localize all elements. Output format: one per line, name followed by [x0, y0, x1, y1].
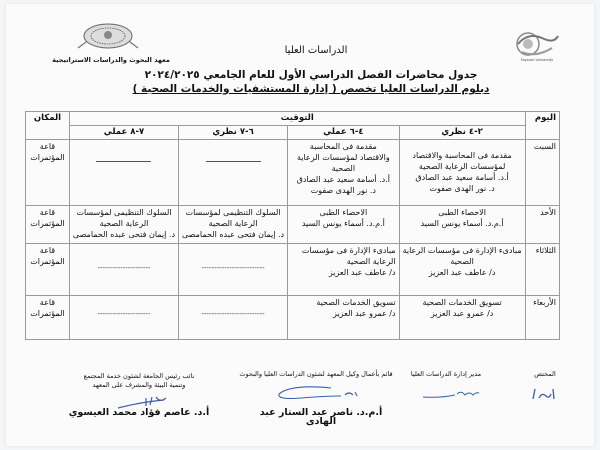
empty-line — [206, 161, 261, 162]
institute-logo-icon — [72, 22, 144, 52]
signature-title: مدير إدارة الدراسات العليا — [410, 370, 482, 378]
course-name: مقدمة فى المحاسبة والاقتصاد — [412, 151, 512, 160]
signature-graduate-director — [396, 370, 496, 379]
signature-mark-icon — [421, 388, 481, 400]
signature-title: قائم بأعمال وكيل المعهد لشئون الدراسات العليا والبحوث — [239, 370, 393, 378]
signature-title: المختص — [534, 370, 556, 378]
course-name: الاحصاء الطبى — [319, 208, 368, 217]
slot-cell — [399, 206, 525, 244]
slot-cell-empty — [179, 244, 288, 296]
course-name: الرعاية الصحية — [346, 257, 396, 266]
table-header-row — [26, 112, 560, 126]
header-slot: ٧-٨ عملي — [69, 126, 178, 140]
header-slot: ٦-٧ نظري — [179, 126, 288, 140]
day-cell: الثلاثاء — [525, 244, 559, 296]
course-name: الصحية — [450, 257, 474, 266]
instructor-name: أ.د. أسامة سعيد عبد الصادق — [296, 175, 391, 184]
course-name: مبادىء الإدارة فى مؤسسات — [301, 246, 396, 255]
empty-dashes: --------------------- — [97, 310, 151, 318]
slot-cell — [288, 296, 399, 340]
schedule-title: جدول محاضرات الفصل الدراسي الأول للعام الجامعي ٢٠٢٤/٢٠٢٥ — [144, 69, 478, 81]
empty-dashes: ------------------------- — [201, 264, 265, 272]
svg-text:Fayoum University: Fayoum University — [520, 58, 554, 62]
instructor-name: د. إيمان فتحى عبده الحمامصى — [182, 230, 285, 239]
course-name: مبادىء الإدارة فى مؤسسات الرعاية — [402, 246, 522, 255]
place-text: قاعة — [39, 298, 56, 307]
table-subheader-row — [26, 126, 560, 140]
institute-name: معهد البحوث والدراسات الاستراتيجية — [52, 56, 170, 64]
header-slot: ٢-٤ نظري — [399, 126, 525, 140]
university-logo-icon — [508, 28, 566, 68]
place-text: المؤتمرات — [30, 257, 65, 266]
table-row — [26, 140, 560, 206]
instructor-name: د. إيمان فتحى عبده الحمامصى — [72, 230, 176, 239]
table-row — [26, 244, 560, 296]
instructor-name: د/ عمرو عبد العزيز — [333, 309, 396, 318]
course-name: الرعاية الصحية — [208, 219, 258, 228]
slot-cell — [288, 244, 399, 296]
empty-line — [96, 161, 151, 162]
course-name: والاقتصاد لمؤسسات الرعاية — [296, 153, 390, 162]
slot-cell — [399, 296, 525, 340]
day-cell: الأربعاء — [525, 296, 559, 340]
table-row — [26, 206, 560, 244]
place-cell — [26, 206, 70, 244]
course-name: تسويق الخدمات الصحية — [316, 298, 396, 307]
course-name: مقدمة فى المحاسبة — [309, 142, 377, 151]
slot-cell — [399, 244, 525, 296]
header-slot: ٤-٦ عملي — [288, 126, 399, 140]
day-cell: الأحد — [525, 206, 559, 244]
schedule-subtitle — [126, 82, 496, 96]
schedule-table — [25, 111, 560, 340]
vice-dean-name: أ.م.د. ناصر عبد الستار عبد الهادى — [259, 407, 383, 427]
place-text: قاعة — [39, 142, 56, 151]
place-text: قاعة — [39, 246, 56, 255]
instructor-name: أ.د. أسامة سعيد عبد الصادق — [415, 173, 509, 182]
header-timing: التوقيت — [69, 112, 525, 126]
signature-mark-icon — [530, 386, 558, 402]
course-name: الاحصاء الطبى — [438, 208, 486, 217]
slot-cell — [69, 206, 178, 244]
header-place: المكان — [26, 112, 70, 140]
slot-cell-empty — [69, 296, 178, 340]
instructor-name: أ.م.د. أسماء يونس السيد — [301, 219, 385, 228]
slot-cell — [399, 140, 525, 206]
instructor-name: أ.م.د. أسماء يونس السيد — [420, 219, 504, 228]
course-name: الرعاية الصحية — [99, 219, 149, 228]
vice-president-name: أ.د. عاصم فؤاد محمد العيسوي — [68, 407, 210, 418]
instructor-name: د/ عاطف عبد العزيز — [328, 268, 396, 277]
course-name: تسويق الخدمات الصحية — [422, 298, 502, 307]
slot-cell — [179, 206, 288, 244]
place-cell — [26, 140, 70, 206]
instructor-name: د/ عاطف عبد العزيز — [428, 268, 496, 277]
place-text: المؤتمرات — [30, 309, 65, 318]
slot-cell-empty — [69, 140, 178, 206]
document-page — [6, 4, 594, 446]
signature-specialist — [520, 370, 570, 379]
instructor-name: د/ عمرو عبد العزيز — [430, 309, 494, 318]
place-cell — [26, 296, 70, 340]
place-text: قاعة — [39, 208, 56, 217]
slot-cell — [288, 140, 399, 206]
slot-cell-empty — [69, 244, 178, 296]
course-name: الصحية — [331, 164, 356, 173]
schedule-subtitle-text: دبلوم الدراسات العليا تخصص ( إدارة المستشفيات والخدمات الصحية ) — [132, 83, 490, 95]
place-text: المؤتمرات — [30, 219, 65, 228]
empty-dashes: --------------------- — [97, 264, 151, 272]
course-name: لمؤسسات الرعاية الصحية — [418, 162, 506, 171]
signature-mark-icon — [271, 384, 361, 404]
slot-cell — [288, 206, 399, 244]
empty-dashes: ------------------------- — [201, 310, 265, 318]
department-title: الدراسات العليا — [284, 45, 348, 56]
course-name: السلوك التنظيمى لمؤسسات — [185, 208, 281, 217]
place-cell — [26, 244, 70, 296]
signature-title: نائب رئيس الجامعة لشئون خدمة المجتمع — [83, 372, 195, 380]
day-cell: السبت — [525, 140, 559, 206]
table-row — [26, 296, 560, 340]
course-name: السلوك التنظيمى لمؤسسات — [76, 208, 172, 217]
signature-vice-dean — [231, 370, 401, 379]
slot-cell-empty — [179, 140, 288, 206]
slot-cell-empty — [179, 296, 288, 340]
signature-vice-president — [64, 372, 214, 390]
place-text: المؤتمرات — [30, 153, 65, 162]
instructor-name: د. نور الهدى صفوت — [429, 184, 495, 193]
header-day: اليوم — [525, 112, 559, 140]
signature-title: وتنمية البيئة والمشرف على المعهد — [92, 381, 186, 389]
instructor-name: د. نور الهدى صفوت — [310, 186, 376, 195]
